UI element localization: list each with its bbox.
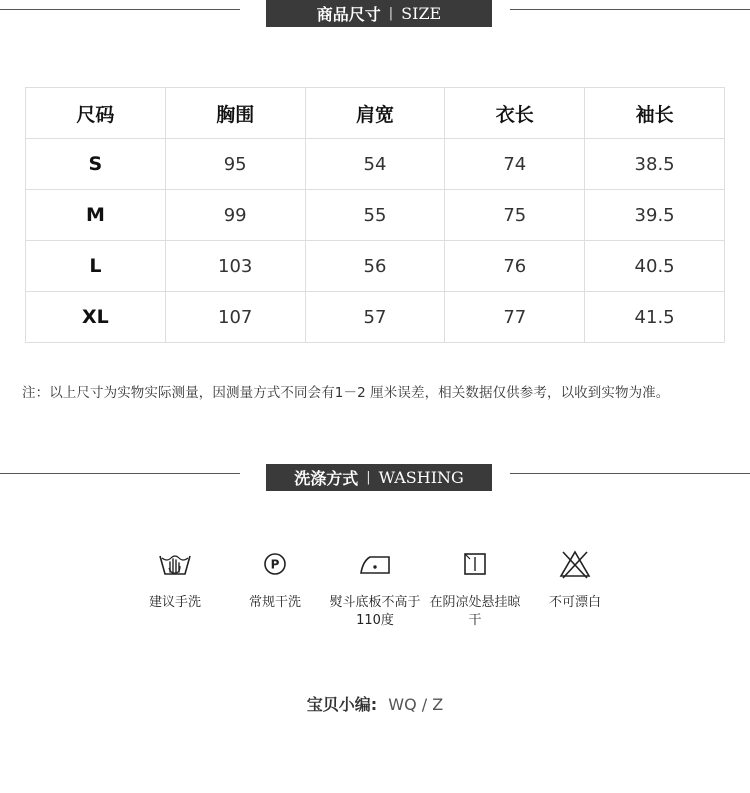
table-cell: 39.5 [585, 190, 725, 241]
wash-divider-right [510, 473, 750, 474]
table-header-row [26, 88, 725, 139]
table-cell: XL [26, 292, 166, 343]
table-cell: 95 [165, 139, 305, 190]
table-header-cell: 衣长 [445, 88, 585, 139]
table-cell: 41.5 [585, 292, 725, 343]
hand-wash-icon [158, 548, 192, 580]
table-header-cell: 尺码 [26, 88, 166, 139]
size-divider-left [0, 9, 240, 10]
table-header-cell: 肩宽 [305, 88, 445, 139]
measurement-note: 注：以上尺寸为实物实际测量，因测量方式不同会有1－2 厘米误差，相关数据仅供参考，以收到实物为准。 [22, 385, 670, 401]
care-label: 建议手洗 [148, 595, 201, 610]
care-label: 熨斗底板不高于110度 [329, 595, 421, 628]
editor-credit [0, 692, 750, 715]
care-label: 在阴凉处悬挂晾干 [429, 595, 521, 628]
iron-icon [358, 548, 392, 580]
table-cell: 107 [165, 292, 305, 343]
care-item-shade-dry [425, 548, 525, 630]
svg-text:P: P [270, 557, 280, 572]
table-cell: 54 [305, 139, 445, 190]
care-label: 常规干洗 [248, 595, 301, 610]
table-cell: 103 [165, 241, 305, 292]
size-title-en: SIZE [401, 4, 442, 23]
table-row [26, 190, 725, 241]
editor-label: 宝贝小编: [306, 695, 378, 714]
table-cell: S [26, 139, 166, 190]
table-cell: 56 [305, 241, 445, 292]
table-row [26, 292, 725, 343]
table-cell: 55 [305, 190, 445, 241]
size-table [25, 87, 725, 343]
no-bleach-icon [558, 548, 592, 580]
care-item-dry-clean [225, 548, 325, 612]
table-cell: M [26, 190, 166, 241]
care-item-iron [325, 548, 425, 630]
wash-title-en: WASHING [378, 468, 464, 487]
size-title-cn: 商品尺寸 [316, 5, 381, 24]
table-cell: 57 [305, 292, 445, 343]
table-cell: 40.5 [585, 241, 725, 292]
size-section-header [266, 0, 492, 27]
table-cell: 74 [445, 139, 585, 190]
table-cell: L [26, 241, 166, 292]
shade-dry-icon [458, 548, 492, 580]
wash-title-separator: | [366, 470, 371, 485]
size-title-separator: | [388, 6, 394, 21]
table-cell: 38.5 [585, 139, 725, 190]
editor-name: WQ / Z [388, 695, 444, 714]
dry-clean-icon [258, 548, 292, 580]
care-item-no-bleach [525, 548, 625, 612]
care-label: 不可漂白 [548, 595, 601, 610]
table-cell: 77 [445, 292, 585, 343]
table-header-cell: 胸围 [165, 88, 305, 139]
wash-section-header [266, 464, 492, 491]
table-header-cell: 袖长 [585, 88, 725, 139]
table-cell: 76 [445, 241, 585, 292]
care-item-hand-wash [125, 548, 225, 612]
table-row [26, 241, 725, 292]
table-cell: 75 [445, 190, 585, 241]
wash-divider-left [0, 473, 240, 474]
size-divider-right [510, 9, 750, 10]
wash-title-cn: 洗涤方式 [294, 469, 359, 488]
table-row [26, 139, 725, 190]
table-cell: 99 [165, 190, 305, 241]
